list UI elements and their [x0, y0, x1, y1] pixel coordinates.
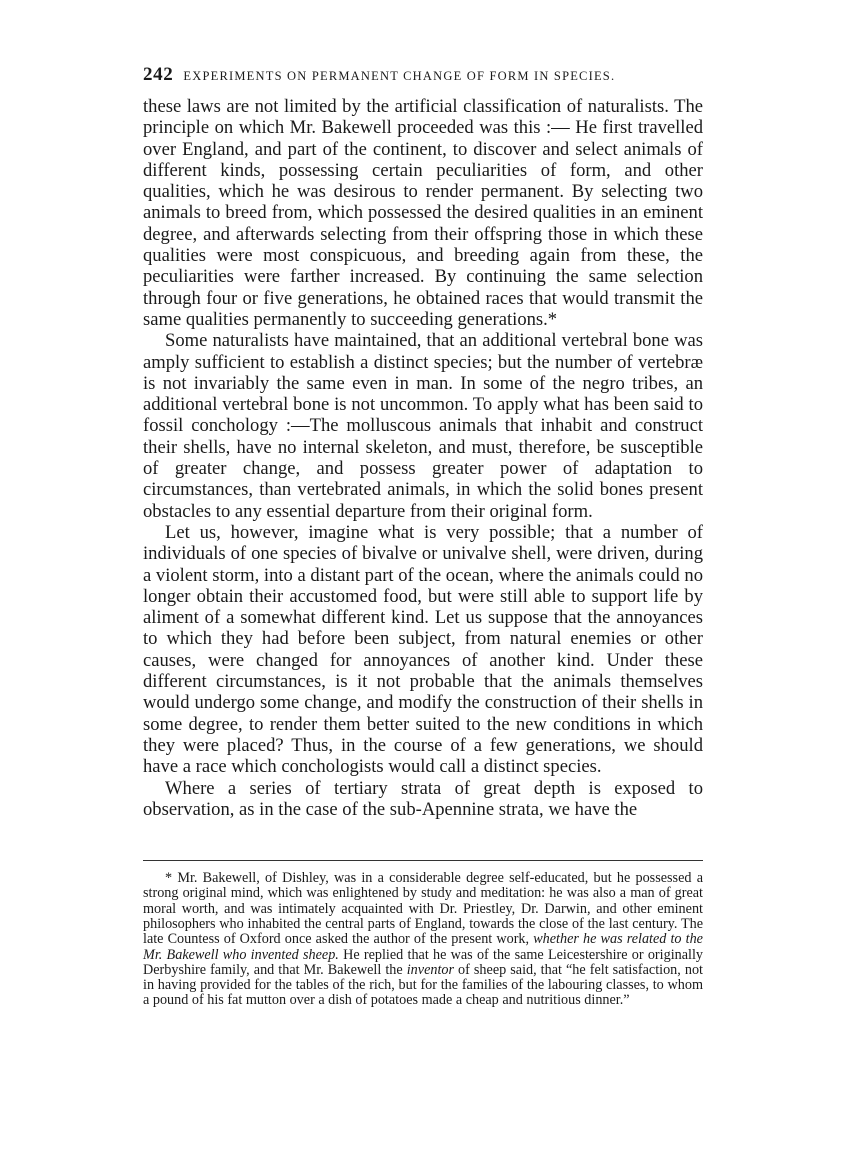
running-title: EXPERIMENTS ON PERMANENT CHANGE OF FORM IN SPECIES.	[183, 69, 616, 83]
footnote-italic-question: whether he was related to the Mr. Bakewell who invented sheep.	[143, 931, 703, 963]
footnote-italic-inventor: inventor	[406, 961, 455, 978]
footnote	[143, 871, 703, 1009]
page-number: 242	[143, 64, 174, 85]
paragraph-1: these laws are not limited by the artificial classification of naturalists. The principle on which Mr. Bakewell proceeded was this :— He first travelled over England, and part of the continent, to discover and select animals of different kinds, possessing certain peculiarities of form, and other qualities, which he was desirous to render permanent. By selecting two animals to breed from, which possessed the desired qualities in an eminent degree, and afterwards selecting from their offspring those in which these qualities were most conspicuous, and breeding again from these, the peculiarities were farther increased. By continuing the same selection through four or five generations, he obtained races that would transmit the same qualities permanently to succeeding generations.*	[143, 96, 703, 330]
footnote-part-2: He replied that he was of the same Leicestershire or originally Derbyshire family, and that Mr. Bakewell the	[143, 946, 703, 978]
footnote-part-3: of sheep said, that “he felt satisfaction, not in having provided for the tables of the rich, but for the families of the labouring classes, to whom a pound of his fat mutton over a dish of potatoes made a cheap and nutritious dinner.”	[143, 961, 703, 1009]
footnote-divider	[143, 860, 703, 861]
book-page	[143, 64, 703, 1009]
running-head	[143, 64, 703, 86]
paragraph-3: Let us, however, imagine what is very possible; that a number of individuals of one species of bivalve or univalve shell, were driven, during a violent storm, into a distant part of the ocean, where the animals could no longer obtain their accustomed food, but were still able to support life by aliment of a somewhat different kind. Let us suppose that the annoyances to which they had before been subject, from natural enemies or other causes, were changed for annoyances of another kind. Under these different circumstances, is it not probable that the animals themselves would undergo some change, and modify the construction of their shells in some degree, to render them better suited to the new conditions in which they were placed? Thus, in the course of a few generations, we should have a race which conchologists would call a distinct species.	[143, 521, 703, 778]
paragraph-2: Some naturalists have maintained, that an additional vertebral bone was amply sufficient to establish a distinct species; but the number of vertebræ is not invariably the same even in man. In some of the negro tribes, an additional vertebral bone is not uncommon. To apply what has been said to fossil conchology :—The molluscous animals that inhabit and construct their shells, have no internal skeleton, and must, therefore, be susceptible of greater change, and possess greater power of adaptation to circumstances, than vertebrated animals, in which the solid bones present obstacles to any essential departure from their original form.	[143, 330, 703, 522]
body-text	[143, 96, 703, 820]
footnote-text	[143, 871, 703, 1009]
paragraph-4: Where a series of tertiary strata of great depth is exposed to observation, as in the case of the sub-Apennine strata, we have the	[143, 777, 703, 820]
footnote-part-1: * Mr. Bakewell, of Dishley, was in a considerable degree self-educated, but he possessed a strong original mind, which was enlightened by study and meditation: he was also a man of great moral worth, and was intimately acquainted with Dr. Priestley, Dr. Darwin, and other eminent philosophers who inhabited the central parts of England, towards the close of the last century. The late Countess of Oxford once asked the author of the present work,	[143, 870, 703, 948]
